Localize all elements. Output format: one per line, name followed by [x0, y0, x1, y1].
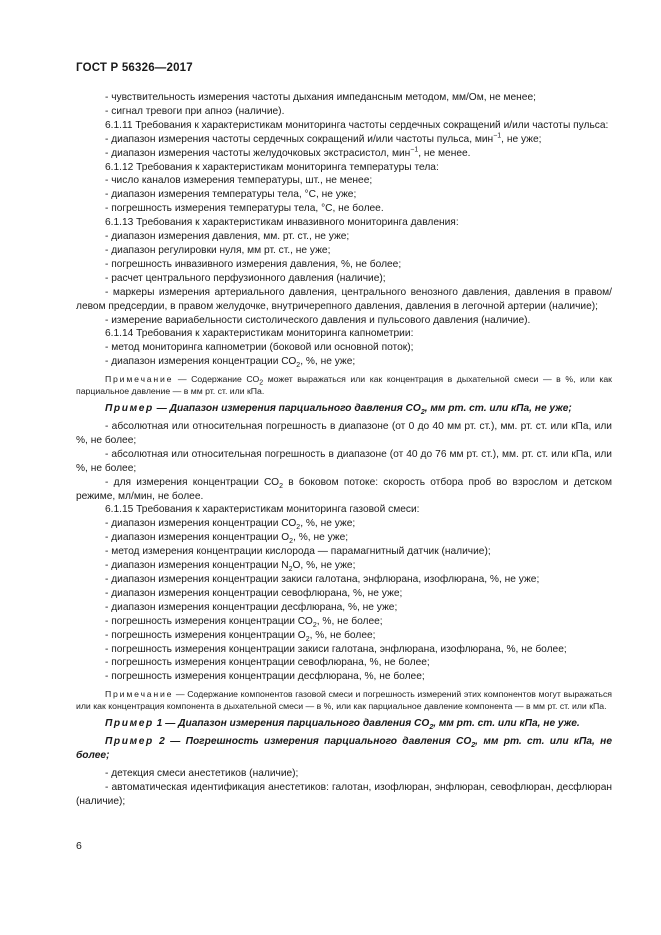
line-text: - измерение вариабельности систолического давления и пульсового давления (наличие). [105, 314, 531, 326]
line-text: - диапазон измерения концентрации десфлюрана, %, не уже; [105, 601, 398, 613]
label-word: Пример [105, 718, 154, 730]
line-text-tail: , %, не более; [316, 615, 383, 627]
line-text: - диапазон измерения частоты желудочковых экстрасистол, мин [105, 147, 411, 159]
line-text: 6.1.15 Требования к характеристикам мониторинга газовой смеси: [105, 504, 420, 516]
line-text-tail: O, %, не уже; [292, 560, 356, 572]
text-line [76, 629, 612, 643]
line-text: - маркеры измерения артериального давления, центрального венозного давления, давления в правом/левом предсердии, в правом желудочке, внутричерепного давления, давления в легочной артерии (наличие); [76, 286, 612, 312]
text-line [76, 573, 612, 587]
example-paragraph [76, 735, 612, 763]
text-line [76, 258, 612, 272]
line-text: - диапазон измерения концентрации СО [105, 518, 297, 530]
line-text: - погрешность измерения концентрации севофлюрана, %, не более; [105, 657, 430, 669]
text-line [76, 643, 612, 657]
line-text: - погрешность измерения концентрации СО [105, 615, 313, 627]
line-text: - диапазон измерения давления, мм. рт. ст., не уже; [105, 231, 350, 243]
text-line [76, 587, 612, 601]
line-text: — Содержание СО [173, 374, 260, 385]
line-text: - диапазон измерения концентрации закиси галотана, энфлюрана, изофлюрана, %, не уже; [105, 574, 540, 585]
text-line [76, 559, 612, 573]
text-line [76, 314, 612, 328]
subscript: 2 [471, 742, 476, 750]
text-line [76, 615, 612, 629]
line-text: - для измерения концентрации СО [105, 476, 280, 488]
line-text-tail: , мм рт. ст. или кПа, не уже. [433, 718, 580, 730]
line-text-tail: , не менее. [418, 147, 471, 159]
text-line [76, 133, 612, 147]
subscript: 2 [429, 724, 434, 732]
line-text: 2 — Погрешность измерения парциального давления СО [153, 736, 472, 748]
line-text: 6.1.12 Требования к характеристикам мониторинга температуры тела: [105, 161, 439, 173]
note-paragraph [76, 373, 612, 397]
text-line [76, 174, 612, 188]
line-text-tail: , мм рт. ст. или кПа, не уже; [424, 403, 572, 415]
line-text: - детекция смеси анестетиков (наличие); [105, 767, 299, 779]
subscript: 2 [305, 635, 310, 643]
line-text: — Диапазон измерения парциального давления СО [153, 403, 421, 415]
subscript: 2 [289, 538, 294, 546]
label-word: Пример [105, 403, 154, 415]
text-line [76, 216, 612, 230]
text-line [76, 781, 612, 809]
line-text: - диапазон измерения концентрации N [105, 560, 289, 572]
line-text: - диапазон измерения температуры тела, °С, не уже; [105, 189, 357, 201]
page-number: 6 [76, 840, 82, 852]
text-line [76, 286, 612, 314]
subscript: 2 [312, 621, 317, 629]
line-text: - погрешность инвазивного измерения давления, %, не более; [105, 258, 402, 270]
line-text: - погрешность измерения температуры тела, °С, не более. [105, 203, 384, 215]
subscript: 2 [296, 362, 301, 370]
line-text: - диапазон измерения концентрации О [105, 532, 290, 544]
line-text: - метод мониторинга капнометрии (боковой или основной поток); [105, 342, 414, 354]
line-text: 1 — Диапазон измерения парциального давления СО [153, 718, 430, 730]
line-text: - абсолютная или относительная погрешность в диапазоне (от 40 до 76 мм рт. ст.), мм. рт. ст. или кПа, или %, не более; [76, 448, 612, 474]
line-text-tail: в боковом потоке: скорость отбора проб во взрослом и детском режиме, мл/мин, не более. [76, 476, 613, 502]
text-line [76, 420, 612, 448]
line-text: - автоматическая идентификация анестетиков: галотан, изофлюран, энфлюран, севофлюран, десфлюран (наличие); [76, 781, 612, 807]
line-text-tail: , %, не уже; [300, 518, 356, 530]
line-text-tail: , %, не уже; [300, 356, 356, 368]
subscript: 2 [279, 482, 283, 490]
text-line [76, 161, 612, 175]
text-line [76, 601, 612, 615]
subscript: 2 [420, 409, 425, 417]
text-line [76, 670, 612, 684]
label-word: Пример [105, 736, 154, 748]
line-text: - чувствительность измерения частоты дыхания импедансным методом, мм/Ом, не менее; [105, 92, 536, 103]
subscript: 2 [296, 524, 301, 532]
text-line [76, 341, 612, 355]
line-text-tail: может выражаться или как концентрация в дыхательной смеси — в %, или как парциальное давление — в мм рт. ст. или кПа. [76, 374, 612, 397]
line-text: 6.1.11 Требования к характеристикам мониторинга частоты сердечных сокращений и/или частоты пульса: [105, 119, 609, 131]
text-line [76, 355, 612, 369]
line-text-tail: , мм рт. ст. или кПа, не более; [76, 736, 612, 762]
superscript: −1 [493, 132, 502, 140]
line-text: - погрешность измерения концентрации десфлюрана, %, не более; [105, 671, 425, 683]
note-paragraph [76, 688, 612, 712]
line-text: - погрешность измерения концентрации закиси галотана, энфлюрана, изофлюрана, %, не более; [105, 643, 567, 655]
line-text: - диапазон регулировки нуля, мм рт. ст., не уже; [105, 244, 331, 256]
document-body [76, 91, 612, 809]
text-line [76, 91, 612, 105]
text-line [76, 230, 612, 244]
line-text: 6.1.13 Требования к характеристикам инвазивного мониторинга давления: [105, 217, 459, 229]
text-line [76, 147, 612, 161]
text-line [76, 448, 612, 476]
line-text: - абсолютная или относительная погрешность в диапазоне (от 0 до 40 мм рт. ст.), мм. рт. ст. или кПа, или %, не более; [76, 421, 612, 446]
text-line [76, 244, 612, 258]
text-line [76, 767, 612, 781]
text-line [76, 272, 612, 286]
text-line [76, 656, 612, 670]
label-word: Примечание [105, 374, 174, 385]
text-line [76, 327, 612, 341]
superscript: −1 [410, 146, 419, 154]
line-text: - погрешность измерения концентрации О [105, 629, 306, 641]
line-text: - сигнал тревоги при апноэ (наличие). [105, 105, 285, 117]
text-line [76, 531, 612, 545]
text-line [76, 503, 612, 517]
line-text: - расчет центрального перфузионного давления (наличие); [105, 272, 386, 284]
line-text: 6.1.14 Требования к характеристикам мониторинга капнометрии: [105, 328, 414, 340]
text-line [76, 188, 612, 202]
example-paragraph [76, 402, 612, 416]
text-line [76, 202, 612, 216]
line-text: - диапазон измерения частоты сердечных сокращений и/или частоты пульса, мин [105, 133, 494, 145]
example-paragraph [76, 717, 612, 731]
text-line [76, 545, 612, 559]
line-text-tail: , не уже; [501, 133, 542, 145]
text-line [76, 517, 612, 531]
document-header: ГОСТ Р 56326—2017 [76, 62, 193, 74]
line-text-tail: , %, не уже; [293, 532, 349, 544]
line-text: - диапазон измерения концентрации СО [105, 356, 297, 368]
line-text: - диапазон измерения концентрации севофлюрана, %, не уже; [105, 587, 403, 599]
text-line [76, 476, 612, 504]
line-text-tail: , %, не более; [309, 629, 376, 641]
label-word: Примечание [105, 689, 174, 700]
text-line [76, 105, 612, 119]
subscript: 2 [288, 566, 293, 574]
text-line [76, 119, 612, 133]
subscript: 2 [259, 379, 264, 387]
line-text: - число каналов измерения температуры, шт., не менее; [105, 175, 373, 187]
line-text: - метод измерения концентрации кислорода — парамагнитный датчик (наличие); [105, 546, 491, 558]
line-text: — Содержание компонентов газовой смеси и погрешность измерений этих компонентов могут выражаться или как концентрация компонента в дыхательной смеси — в %, или как парциальное давление компонента — в мм рт. ст. или кПа. [76, 689, 612, 712]
